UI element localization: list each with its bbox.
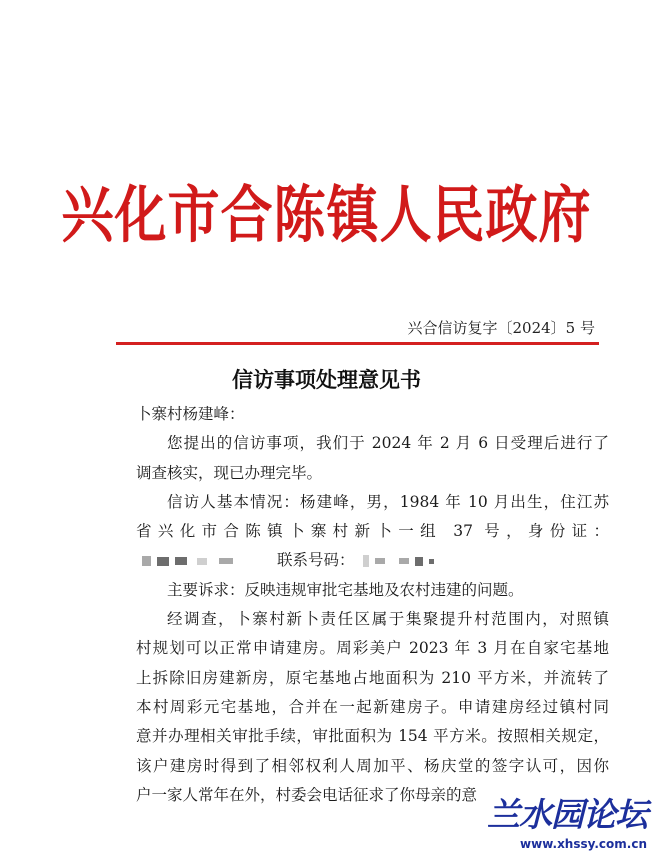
body-line: 本村周彩元宅基地，合并在一起新建房子。申请建房经过镇村同: [136, 697, 609, 716]
redaction-mask: [429, 559, 434, 564]
redaction-mask: [197, 558, 207, 565]
document-title: 信访事项处理意见书: [232, 367, 421, 392]
redacted-info-line: [136, 546, 609, 575]
redaction-mask: [175, 557, 187, 565]
redaction-mask: [375, 558, 385, 564]
redaction-mask: [399, 558, 409, 564]
document-number: 兴合信访复字〔2024〕5 号: [407, 319, 595, 337]
body-line: 信访人基本情况：杨建峰，男，1984 年 10 月出生，住江苏: [167, 492, 609, 511]
body-line: 经调查，卜寨村新卜责任区属于集聚提升村范围内，对照镇: [167, 610, 609, 629]
watermark-url: www.xhssy.com.cn: [520, 837, 647, 851]
document-body: [136, 400, 609, 810]
red-divider: [116, 342, 599, 345]
body-line: 该户建房时得到了相邻权利人周加平、杨庆堂的签字认可，因你: [136, 756, 609, 775]
redaction-mask: [142, 556, 151, 566]
body-line: 上拆除旧房建新房，原宅基地占地面积为 210 平方米，并流转了: [136, 668, 609, 687]
redaction-mask: [157, 557, 169, 566]
body-line: 意并办理相关审批手续，审批面积为 154 平方米。按照相关规定，: [136, 727, 609, 746]
body-line: 调查核实，现已办理完毕。: [136, 463, 323, 482]
government-letterhead: 兴化市合陈镇人民政府: [61, 180, 592, 252]
body-line: 您提出的信访事项，我们于 2024 年 2 月 6 日受理后进行了: [167, 434, 609, 453]
redaction-mask: [363, 555, 369, 567]
salutation: 卜寨村杨建峰：: [136, 405, 245, 423]
contact-label: 联系号码：: [277, 551, 355, 570]
redaction-mask: [219, 558, 233, 564]
watermark: [487, 795, 647, 851]
body-line: 省兴化市合陈镇卜寨村新卜一组 37 号，身份证：: [136, 522, 609, 541]
body-line: 户一家人常年在外，村委会电话征求了你母亲的意: [136, 785, 478, 804]
body-line: 村规划可以正常申请建房。周彩美户 2023 年 3 月在自家宅基地: [136, 639, 609, 658]
body-line: 主要诉求：反映违规审批宅基地及农村违建的问题。: [167, 580, 524, 599]
watermark-logo: 兰水园论坛: [487, 795, 647, 834]
redaction-mask: [415, 557, 423, 566]
